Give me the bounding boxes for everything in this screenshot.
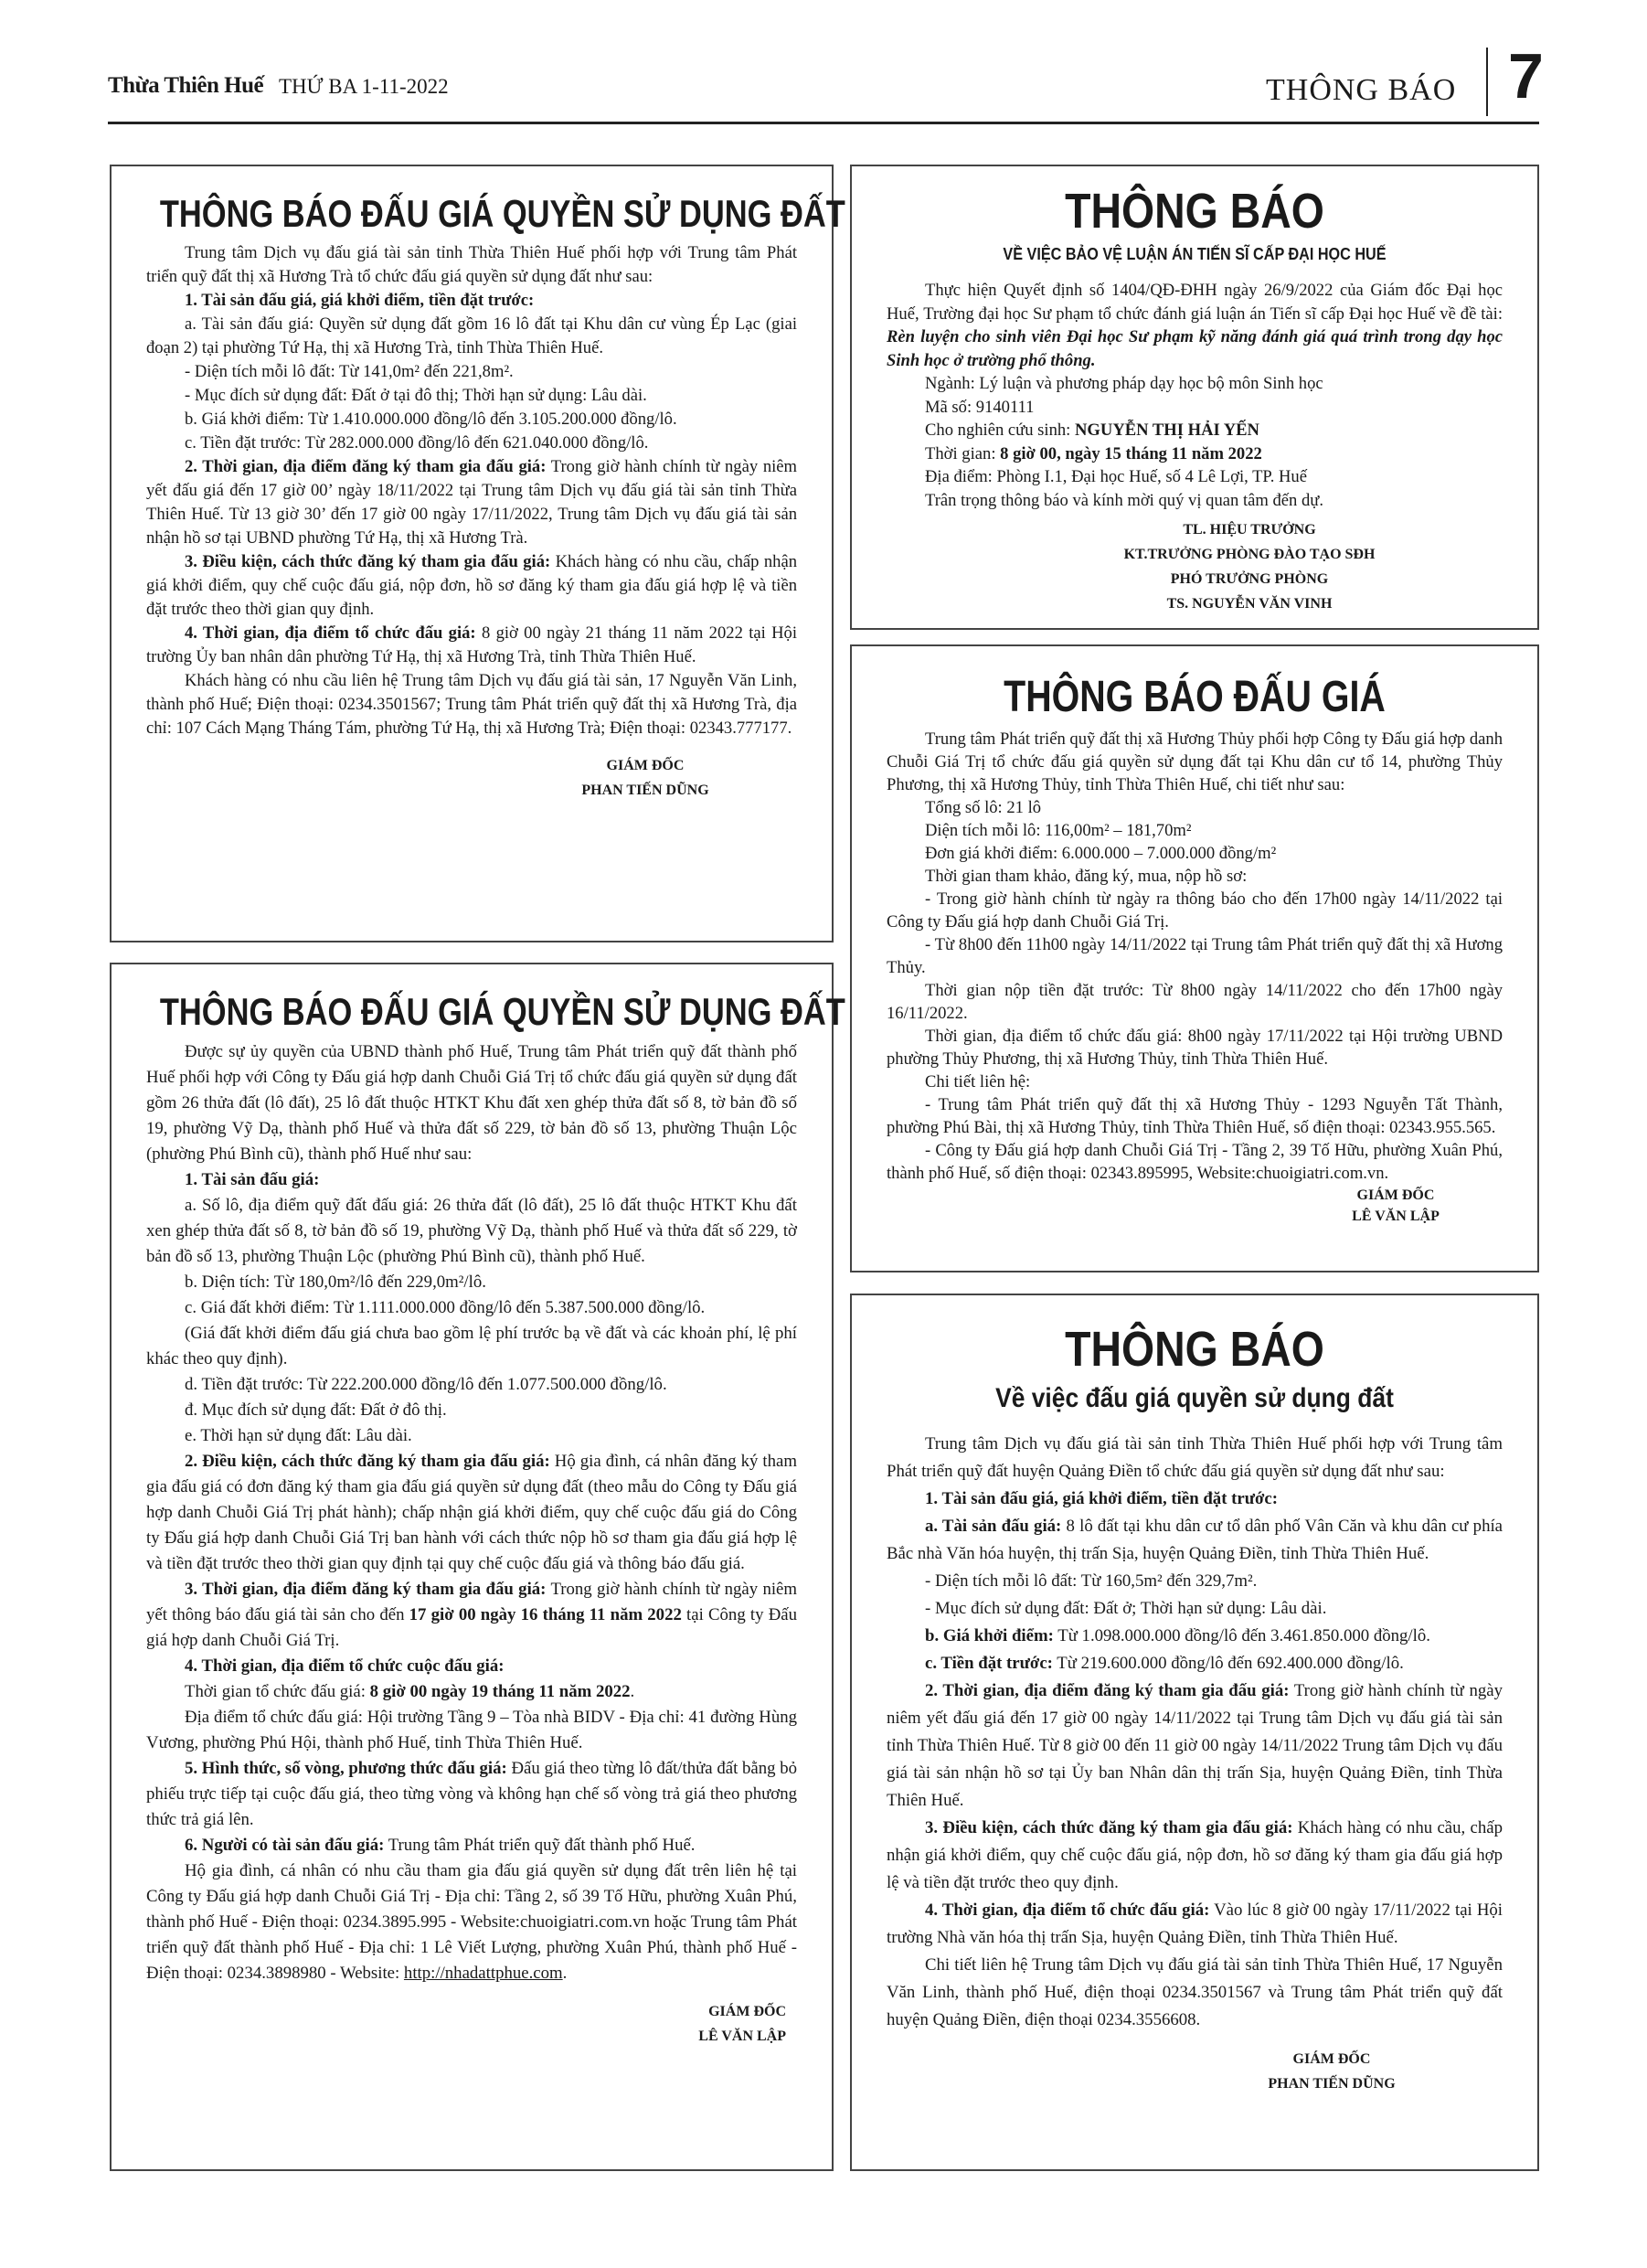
signature-line: PHAN TIẾN DŨNG bbox=[1268, 2076, 1396, 2092]
notice-paragraph: - Trong giờ hành chính từ ngày ra thông báo cho đến 17h00 ngày 14/11/2022 tại Công ty Đấu giá hợp danh Chuỗi Giá Trị. bbox=[887, 889, 1503, 932]
notice-paragraph: - Từ 8h00 đến 11h00 ngày 14/11/2022 tại Trung tâm Phát triển quỹ đất thị xã Hương Thủy. bbox=[887, 935, 1503, 978]
signature-line: LÊ VĂN LẬP bbox=[1352, 1209, 1440, 1225]
notice-paragraph: đ. Mục đích sử dụng đất: Đất ở đô thị. bbox=[185, 1400, 447, 1421]
notice-paragraph: Thực hiện Quyết định số 1404/QĐ-ĐHH ngày 26/9/2022 của Giám đốc Đại học Huế, Trường đại học Sư phạm tổ chức đánh giá luận án Tiến sĩ cấp Đại học Huế về đề tài: Rèn luyện cho sinh viên Đại học Sư phạm kỹ năng đánh giá quá trình trong dạy học Sinh học ở trường phổ thông. bbox=[887, 281, 1503, 370]
notice-paragraph: e. Thời hạn sử dụng đất: Lâu dài. bbox=[185, 1426, 412, 1446]
notice-paragraph: 4. Thời gian, địa điểm tổ chức đấu giá: 8 giờ 00 ngày 21 tháng 11 năm 2022 tại Hội trường Ủy ban nhân dân phường Tứ Hạ, thị xã Hương Trà, tỉnh Thừa Thiên Huế. bbox=[146, 623, 797, 667]
notice-paragraph: b. Giá khởi điểm: Từ 1.098.000.000 đồng/lô đến 3.461.850.000 đồng/lô. bbox=[925, 1626, 1430, 1646]
notice-paragraph: - Diện tích mỗi lô đất: Từ 141,0m² đến 221,8m². bbox=[185, 362, 514, 382]
signature-line: GIÁM ĐỐC bbox=[1356, 1187, 1435, 1204]
signature-line: GIÁM ĐỐC bbox=[606, 758, 685, 774]
notice-paragraph: - Trung tâm Phát triển quỹ đất thị xã Hương Thủy - 1293 Nguyễn Tất Thành, phường Phú Bài, thị xã Hương Thủy, tỉnh Thừa Thiên Huế, số điện thoại: 02343.955.565. bbox=[887, 1095, 1503, 1138]
notice-body bbox=[146, 241, 797, 740]
notice-paragraph: 3. Thời gian, địa điểm đăng ký tham gia đấu giá: Trong giờ hành chính từ ngày niêm yết thông báo đấu giá tài sản cho đến 17 giờ 00 ngày 16 tháng 11 năm 2022 tại Công ty Đấu giá hợp danh Chuỗi Giá Trị. bbox=[146, 1580, 798, 1651]
notice-paragraph: - Mục đích sử dụng đất: Đất ở; Thời hạn sử dụng: Lâu dài. bbox=[925, 1599, 1327, 1619]
notice-paragraph: c. Tiền đặt trước: Từ 282.000.000 đồng/lô đến 621.040.000 đồng/lô. bbox=[185, 433, 649, 453]
notice-paragraph: Thời gian: 8 giờ 00, ngày 15 tháng 11 năm 2022 bbox=[925, 443, 1262, 463]
notice-paragraph: Hộ gia đình, cá nhân có nhu cầu tham gia đấu giá quyền sử dụng đất trên liên hệ tại Công ty Đấu giá hợp danh Chuỗi Giá Trị - Địa chỉ: Tầng 2, số 39 Tố Hữu, phường Xuân Phú, thành phố Huế - Điện thoại: 0234.3895.995 - Website:chuoigiatri.com.vn hoặc Trung tâm Phát triển quỹ đất thành phố Huế - Địa chỉ: 1 Lê Viết Lượng, phường Xuân Phú, thành phố Huế - Điện thoại: 0234.3898980 - Website: http://nhadattphue.com. bbox=[146, 1861, 797, 1984]
notice-paragraph: Mã số: 9140111 bbox=[925, 397, 1035, 417]
issue-date: THỨ BA 1-11-2022 bbox=[279, 75, 449, 98]
notice-body bbox=[887, 728, 1503, 1185]
notice-paragraph: b. Giá khởi điểm: Từ 1.410.000.000 đồng/lô đến 3.105.200.000 đồng/lô. bbox=[185, 410, 677, 430]
notice-paragraph: Chi tiết liên hệ Trung tâm Dịch vụ đấu giá tài sản tỉnh Thừa Thiên Huế, 17 Nguyễn Văn Linh, thành phố Huế, điện thoại 0234.3501567 và Trung tâm Phát triển quỹ đất huyện Quảng Điền, điện thoại 0234.3556608. bbox=[887, 1955, 1503, 2030]
notice-paragraph: 1. Tài sản đấu giá, giá khởi điểm, tiền đặt trước: bbox=[925, 1489, 1278, 1509]
notice-paragraph: Trung tâm Dịch vụ đấu giá tài sản tỉnh Thừa Thiên Huế phối hợp với Trung tâm Phát triển quỹ đất thị xã Hương Trà tổ chức đấu giá quyền sử dụng đất như sau: bbox=[146, 243, 797, 287]
notice-body bbox=[887, 1431, 1503, 2034]
notice-paragraph: c. Giá đất khởi điểm: Từ 1.111.000.000 đồng/lô đến 5.387.500.000 đồng/lô. bbox=[185, 1298, 706, 1318]
notice-body bbox=[146, 1039, 797, 1986]
notice-paragraph: a. Tài sản đấu giá: Quyền sử dụng đất gồm 16 lô đất tại Khu dân cư vùng Ép Lạc (giai đoạn 2) tại phường Tứ Hạ, thị xã Hương Trà, tỉnh Thừa Thiên Huế. bbox=[146, 314, 797, 358]
notice-paragraph: 1. Tài sản đấu giá, giá khởi điểm, tiền đặt trước: bbox=[185, 291, 535, 311]
notice-paragraph: 4. Thời gian, địa điểm tổ chức đấu giá: Vào lúc 8 giờ 00 ngày 17/11/2022 tại Hội trường Nhà văn hóa thị trấn Sịa, huyện Quảng Điền, tỉnh Thừa Thiên Huế. bbox=[887, 1901, 1503, 1948]
notice-paragraph: Đơn giá khởi điểm: 6.000.000 – 7.000.000 đồng/m² bbox=[925, 844, 1277, 864]
notice-land-auction-huong-tra bbox=[110, 165, 845, 942]
notice-paragraph: 2. Thời gian, địa điểm đăng ký tham gia đấu giá: Trong giờ hành chính từ ngày niêm yết đấu giá đến 17 giờ 00’ ngày 18/11/2022 tại Trung tâm Dịch vụ đấu giá tài sản tỉnh Thừa Thiên Huế. Từ 13 giờ 30’ đến 17 giờ 00 ngày 17/11/2022, Trung tâm Dịch vụ đấu giá tài sản nhận hồ sơ tại UBND phường Tứ Hạ, thị xã Hương Trà. bbox=[146, 457, 797, 548]
notice-paragraph: Địa điểm: Phòng I.1, Đại học Huế, số 4 Lê Lợi, TP. Huế bbox=[925, 467, 1307, 487]
notice-paragraph: Thời gian tham khảo, đăng ký, mua, nộp hồ sơ: bbox=[925, 867, 1248, 887]
notice-subtitle: Về việc đấu giá quyền sử dụng đất bbox=[995, 1383, 1394, 1414]
signature-block bbox=[494, 753, 797, 803]
notice-paragraph: Diện tích mỗi lô: 116,00m² – 181,70m² bbox=[925, 821, 1192, 841]
notice-paragraph: Cho nghiên cứu sinh: NGUYỄN THỊ HẢI YẾN bbox=[925, 421, 1259, 441]
notice-paragraph: - Mục đích sử dụng đất: Đất ở tại đô thị; Thời hạn sử dụng: Lâu dài. bbox=[185, 386, 647, 406]
notice-body bbox=[887, 279, 1503, 512]
signature-line: GIÁM ĐỐC bbox=[708, 2004, 786, 2020]
newspaper-name: Thừa Thiên Huế bbox=[108, 73, 264, 98]
notice-paragraph: Địa điểm tổ chức đấu giá: Hội trường Tầng 9 – Tòa nhà BIDV - Địa chỉ: 41 đường Hùng Vương, phường Phú Hội, thành phố Huế, tỉnh Thừa Thiên Huế. bbox=[146, 1708, 797, 1753]
signature-line: TL. HIỆU TRƯỞNG bbox=[1183, 522, 1316, 538]
notice-paragraph: c. Tiền đặt trước: Từ 219.600.000 đồng/lô đến 692.400.000 đồng/lô. bbox=[925, 1654, 1404, 1674]
notice-paragraph: Trân trọng thông báo và kính mời quý vị quan tâm đến dự. bbox=[925, 490, 1323, 510]
signature-line: KT.TRƯỞNG PHÒNG ĐÀO TẠO SĐH bbox=[1123, 547, 1376, 563]
notice-land-auction-quang-dien bbox=[850, 1294, 1539, 2171]
signature-line: LÊ VĂN LẬP bbox=[698, 2028, 786, 2045]
notice-paragraph: Tổng số lô: 21 lô bbox=[925, 798, 1042, 818]
notice-paragraph: Thời gian nộp tiền đặt trước: Từ 8h00 ngày 14/11/2022 cho đến 17h00 ngày 16/11/2022. bbox=[887, 981, 1503, 1024]
notice-paragraph: 3. Điều kiện, cách thức đăng ký tham gia đấu giá: Khách hàng có nhu cầu, chấp nhận giá khởi điểm, quy chế cuộc đấu giá, nộp đơn, hồ sơ đăng ký tham gia đấu giá hợp lệ và tiền đặt trước theo thời gian quy định. bbox=[146, 552, 797, 620]
signature-line: TS. NGUYỄN VĂN VINH bbox=[1166, 596, 1333, 612]
notice-paragraph: 4. Thời gian, địa điểm tổ chức cuộc đấu giá: bbox=[185, 1656, 505, 1677]
notice-paragraph: 2. Thời gian, địa điểm đăng ký tham gia đấu giá: Trong giờ hành chính từ ngày niêm yết đấu giá đến 17 giờ 00 ngày 14/11/2022 tại Trung tâm Dịch vụ đấu giá tài sản tỉnh Thừa Thiên Huế. Từ 8 giờ 00 đến 11 giờ 00 ngày 14/11/2022 Trung tâm Dịch vụ đấu giá tài sản nhận hồ sơ tại Ủy ban Nhân dân thị trấn Sịa, huyện Quảng Điền, tỉnh Thừa Thiên Huế. bbox=[887, 1681, 1504, 1811]
notice-paragraph: 5. Hình thức, số vòng, phương thức đấu giá: Đấu giá theo từng lô đất/thửa đất bằng bỏ phiếu trực tiếp tại cuộc đấu giá, theo từng vòng và không hạn chế số vòng trả giá theo phương thức trả giá lên. bbox=[146, 1759, 797, 1830]
notice-title: THÔNG BÁO ĐẤU GIÁ QUYỀN SỬ DỤNG ĐẤT bbox=[159, 990, 845, 1033]
signature-line: GIÁM ĐỐC bbox=[1292, 2051, 1371, 2068]
notice-title: THÔNG BÁO ĐẤU GIÁ bbox=[1004, 673, 1386, 721]
notice-paragraph: 2. Điều kiện, cách thức đăng ký tham gia đấu giá: Hộ gia đình, cá nhân đăng ký tham gia đấu giá có đơn đăng ký tham gia đấu giá quyền sử dụng đất (theo mẫu do Công ty Đấu giá hợp danh Chuỗi Giá Trị phát hành); chấp nhận giá khởi điểm, quy chế cuộc đấu giá do Công ty Đấu giá hợp danh Chuỗi Giá Trị ban hành với cách thức nộp hồ sơ tham gia đấu giá hợp lệ và tiền đặt trước theo thời gian quy định tại quy chế cuộc đấu giá và thông báo đấu giá. bbox=[146, 1452, 797, 1574]
page-number: 7 bbox=[1508, 40, 1544, 112]
notice-auction-huong-thuy bbox=[850, 644, 1539, 1272]
notice-title: THÔNG BÁO bbox=[1065, 184, 1324, 239]
notice-paragraph: Khách hàng có nhu cầu liên hệ Trung tâm Dịch vụ đấu giá tài sản, 17 Nguyễn Văn Linh, thành phố Huế; Điện thoại: 0234.3501567; Trung tâm Phát triển quỹ đất thị xã Hương Trà, địa chỉ: 107 Cách Mạng Tháng Tám, phường Tứ Hạ, thị xã Hương Trà; Điện thoại: 02343.777177. bbox=[146, 671, 797, 739]
header-separator bbox=[1486, 48, 1488, 116]
notice-paragraph: Trung tâm Phát triển quỹ đất thị xã Hương Thủy phối hợp Công ty Đấu giá hợp danh Chuỗi Giá Trị tổ chức đấu giá quyền sử dụng đất tại Khu dân cư tổ 14, phường Thủy Phương, thị xã Hương Thủy, tỉnh Thừa Thiên Huế, chi tiết như sau: bbox=[887, 729, 1503, 795]
notice-paragraph: 1. Tài sản đấu giá: bbox=[185, 1170, 320, 1190]
notice-paragraph: d. Tiền đặt trước: Từ 222.200.000 đồng/lô đến 1.077.500.000 đồng/lô. bbox=[185, 1375, 667, 1395]
notice-paragraph: Thời gian tổ chức đấu giá: 8 giờ 00 ngày 19 tháng 11 năm 2022. bbox=[185, 1682, 635, 1702]
notice-land-auction-hue-city bbox=[110, 963, 845, 2171]
header-rule bbox=[108, 122, 1539, 124]
notice-title: THÔNG BÁO bbox=[1065, 1322, 1324, 1377]
notice-paragraph: a. Tài sản đấu giá: 8 lô đất tại khu dân cư tổ dân phố Vân Căn và khu dân cư phía Bắc nhà Văn hóa huyện, thị trấn Sịa, huyện Quảng Điền, tỉnh Thừa Thiên Huế. bbox=[887, 1517, 1504, 1564]
notice-paragraph: Thời gian, địa điểm tổ chức đấu giá: 8h00 ngày 17/11/2022 tại Hội trường UBND phường Thủy Phương, thị xã Hương Thủy, tỉnh Thừa Thiên Huế. bbox=[887, 1027, 1503, 1070]
notice-title: THÔNG BÁO ĐẤU GIÁ QUYỀN SỬ DỤNG ĐẤT bbox=[159, 192, 845, 235]
notice-paragraph: (Giá đất khởi điểm đấu giá chưa bao gồm lệ phí trước bạ về đất và các khoản phí, lệ phí khác theo quy định). bbox=[146, 1324, 797, 1369]
notice-paragraph: b. Diện tích: Từ 180,0m²/lô đến 229,0m²/lô. bbox=[185, 1272, 486, 1293]
notice-paragraph: a. Số lô, địa điểm quỹ đất đấu giá: 26 thửa đất (lô đất), 25 lô đất thuộc HTKT Khu đất xen ghép thửa đất số 8, tờ bản đồ số 19, phường Vỹ Dạ, thành phố Huế và thửa đất số 229, tờ bản đồ số 13, phường Thuận Lộc (phường Phú Bình cũ), thành phố Huế. bbox=[146, 1196, 797, 1267]
section-title: THÔNG BÁO bbox=[1266, 73, 1457, 107]
notice-thesis-defense bbox=[850, 165, 1539, 630]
signature-line: PHAN TIẾN DŨNG bbox=[581, 783, 709, 799]
notice-paragraph: 3. Điều kiện, cách thức đăng ký tham gia đấu giá: Khách hàng có nhu cầu, chấp nhận giá khởi điểm, quy chế cuộc đấu giá, nộp đơn, hồ sơ đăng ký tham gia đấu giá hợp lệ và tiền đặt trước theo quy định. bbox=[887, 1818, 1503, 1893]
notice-paragraph: Ngành: Lý luận và phương pháp dạy học bộ môn Sinh học bbox=[925, 374, 1323, 394]
signature-block bbox=[1289, 1185, 1503, 1227]
notice-subtitle: VỀ VIỆC BẢO VỆ LUẬN ÁN TIẾN SĨ CẤP ĐẠI HỌC HUẾ bbox=[1003, 245, 1387, 264]
notice-paragraph: Được sự ủy quyền của UBND thành phố Huế, Trung tâm Phát triển quỹ đất thành phố Huế phối hợp với Công ty Đấu giá hợp danh Chuỗi Giá Trị tổ chức đấu giá quyền sử dụng đất gồm 26 thửa đất (lô đất), 25 lô đất thuộc HTKT Khu đất xen ghép thửa đất số 8, tờ bản đồ số 19, phường Vỹ Dạ, thành phố Huế và thửa đất số 229, tờ bản đồ số 13, phường Thuận Lộc (phường Phú Bình cũ), thành phố Huế như sau: bbox=[146, 1042, 797, 1165]
notice-paragraph: - Công ty Đấu giá hợp danh Chuỗi Giá Trị - Tầng 2, 39 Tố Hữu, phường Xuân Phú, thành phố Huế, số điện thoại: 02343.895995, Website:chuoigiatri.com.vn. bbox=[887, 1141, 1503, 1184]
signature-block bbox=[996, 517, 1503, 616]
signature-line: PHÓ TRƯỞNG PHÒNG bbox=[1170, 571, 1329, 588]
notice-paragraph: - Diện tích mỗi lô đất: Từ 160,5m² đến 329,7m². bbox=[925, 1571, 1258, 1592]
notice-paragraph: Chi tiết liên hệ: bbox=[925, 1072, 1031, 1092]
signature-block bbox=[1161, 2047, 1503, 2096]
notice-paragraph: 6. Người có tài sản đấu giá: Trung tâm Phát triển quỹ đất thành phố Huế. bbox=[185, 1836, 696, 1856]
notice-paragraph: Trung tâm Dịch vụ đấu giá tài sản tỉnh Thừa Thiên Huế phối hợp với Trung tâm Phát triển quỹ đất huyện Quảng Điền tổ chức đấu giá quyền sử dụng đất như sau: bbox=[887, 1434, 1503, 1482]
signature-block bbox=[548, 1999, 786, 2049]
